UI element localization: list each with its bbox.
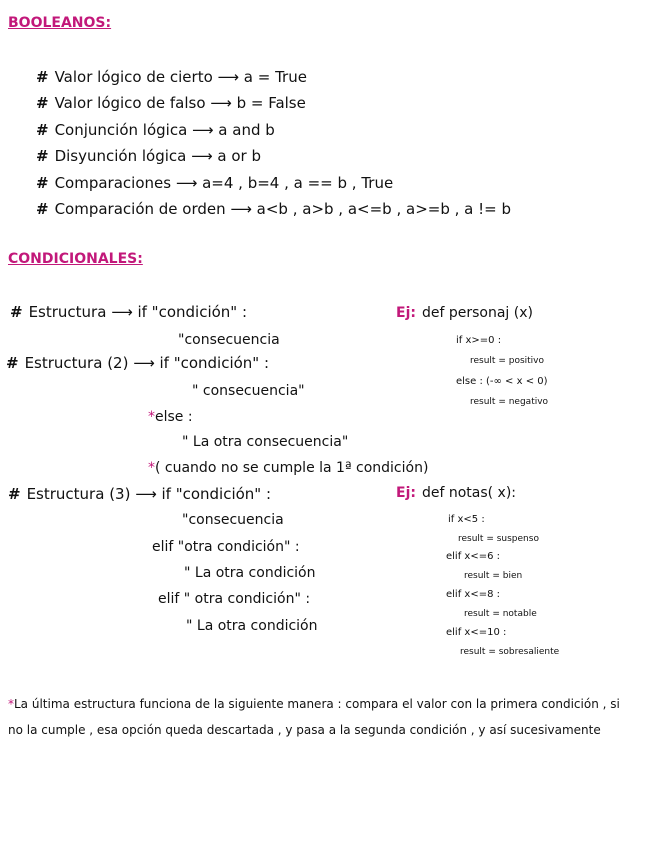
footnote-line-2: no la cumple , esa opción queda descartada , y pasa a la segunda condición , y así sucesivamente: [8, 723, 601, 737]
example-label: Ej:: [396, 305, 416, 321]
estructura-3-elif-1-body: " La otra condición: [184, 565, 316, 581]
example-2-line: elif x<=10 :: [446, 627, 507, 638]
example-1-line: result = positivo: [470, 356, 544, 366]
example-2-line: elif x<=6 :: [446, 551, 500, 562]
example-1-line: else : (-∞ < x < 0): [456, 376, 548, 387]
asterisk-icon: *: [148, 460, 155, 476]
hash-icon: #: [36, 200, 49, 218]
asterisk-icon: *: [8, 697, 14, 711]
list-item: # Comparación de orden ⟶ a<b , a>b , a<=b , a>=b , a != b: [36, 200, 511, 218]
condicionales-title: CONDICIONALES:: [8, 251, 143, 267]
estructura-3-elif-2-body: " La otra condición: [186, 618, 318, 634]
example-2-line: result = notable: [464, 609, 537, 619]
estructura-3-elif-1: elif "otra condición" :: [152, 539, 300, 555]
hash-icon: #: [36, 94, 49, 112]
estructura-3-head: # Estructura (3) ⟶ if "condición" :: [8, 485, 272, 503]
example-1-line: if x>=0 :: [456, 335, 502, 346]
estructura-2-else-body: " La otra consecuencia": [182, 434, 349, 450]
list-item: # Valor lógico de falso ⟶ b = False: [36, 94, 306, 112]
example-1-def: Ej: def personaj (x): [396, 305, 533, 321]
example-2-line: elif x<=8 :: [446, 589, 500, 600]
example-2-def: Ej: def notas( x):: [396, 485, 517, 501]
example-2-line: if x<5 :: [448, 514, 485, 525]
estructura-3-elif-2: elif " otra condición" :: [158, 591, 311, 607]
estructura-3-body: "consecuencia: [182, 512, 284, 528]
estructura-1-body: "consecuencia: [178, 332, 280, 348]
hash-icon: #: [10, 303, 23, 321]
hash-icon: #: [36, 147, 49, 165]
list-item: # Comparaciones ⟶ a=4 , b=4 , a == b , True: [36, 174, 394, 192]
estructura-1-head: # Estructura ⟶ if "condición" :: [10, 303, 248, 321]
list-item: # Conjunción lógica ⟶ a and b: [36, 121, 275, 139]
estructura-2-body: " consecuencia": [192, 383, 305, 399]
hash-icon: #: [8, 485, 21, 503]
list-item: # Disyunción lógica ⟶ a or b: [36, 147, 261, 165]
footnote-line-1: *La última estructura funciona de la siguiente manera : compara el valor con la primera condición , si: [8, 697, 620, 711]
example-1-line: result = negativo: [470, 397, 549, 407]
example-2-line: result = sobresaliente: [460, 647, 560, 657]
estructura-2-head: # Estructura (2) ⟶ if "condición" :: [6, 354, 270, 372]
example-2-line: result = suspenso: [458, 534, 539, 544]
list-item: # Valor lógico de cierto ⟶ a = True: [36, 68, 307, 86]
example-2-line: result = bien: [464, 571, 523, 581]
asterisk-icon: *: [148, 409, 155, 425]
hash-icon: #: [36, 174, 49, 192]
hash-icon: #: [6, 354, 19, 372]
example-label: Ej:: [396, 485, 416, 501]
estructura-2-else: *else :: [148, 409, 193, 425]
hash-icon: #: [36, 121, 49, 139]
booleanos-title: BOOLEANOS:: [8, 15, 112, 31]
hash-icon: #: [36, 68, 49, 86]
estructura-2-note: *( cuando no se cumple la 1ª condición): [148, 460, 429, 476]
